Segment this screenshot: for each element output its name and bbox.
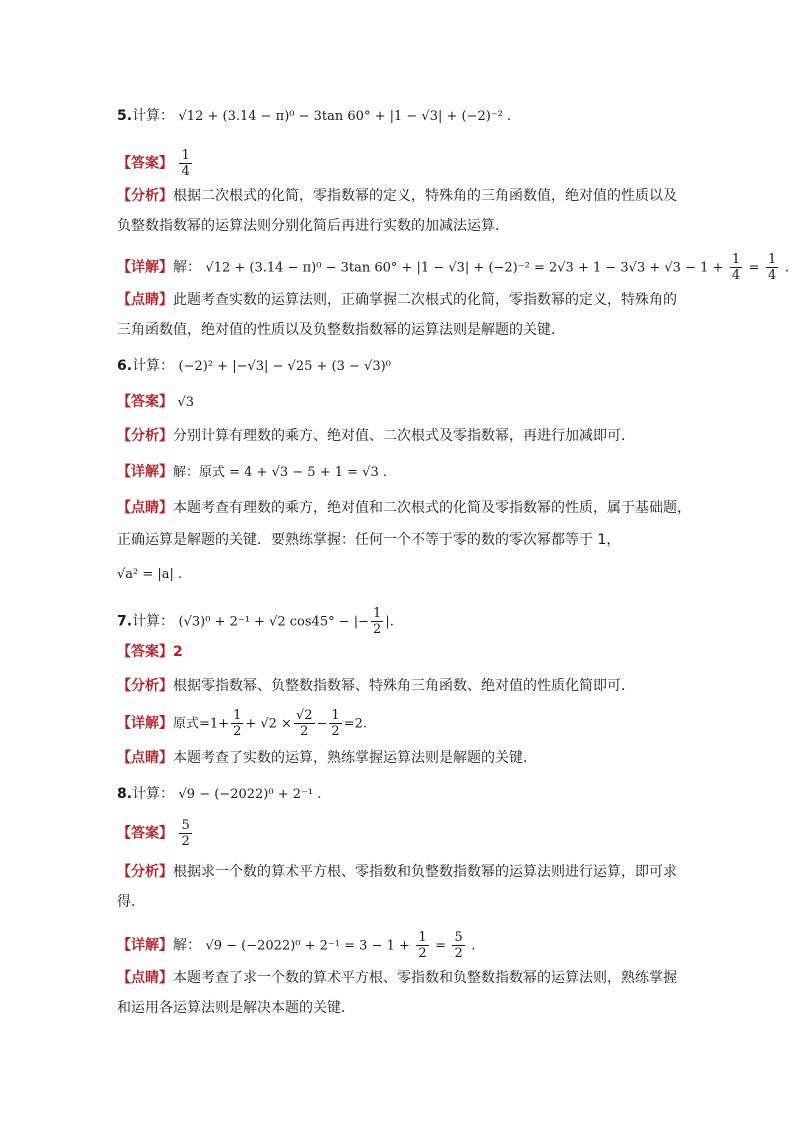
- problem-5-answer: [117, 148, 194, 179]
- detail-label: 【详解】: [117, 259, 173, 276]
- analysis-label: 【分析】: [117, 864, 173, 880]
- answer-label: 【答案】: [117, 155, 173, 172]
- problem-5-question: [117, 106, 511, 127]
- problem-prompt: 计算：: [132, 108, 175, 124]
- comment-text: 本题考查有理数的乘方，绝对值和二次根式的化简及零指数幂的性质，属于基础题，: [173, 500, 691, 516]
- problem-6-detail: [117, 462, 387, 483]
- analysis-label: 【分析】: [117, 188, 173, 204]
- analysis-text: 负整数指数幂的运算法则分别化简后再进行实数的加减法运算．: [117, 218, 509, 234]
- comment-text: 正确运算是解题的关键．要熟练掌握：任何一个不等于零的数的零次幂都等于 1，: [117, 532, 621, 548]
- problem-8-comment-line2: [117, 998, 355, 1018]
- analysis-text: 根据零指数幂、负整数指数幂、特殊角三角函数、绝对值的性质化简即可．: [173, 678, 635, 694]
- problem-expression: (−2)² + |−√3| − √25 + (3 − √3)⁰: [178, 359, 391, 374]
- answer-value: √3: [177, 395, 195, 410]
- problem-6-comment-line3: [117, 564, 182, 585]
- detail-expression: 解：原式 = 4 + √3 − 5 + 1 = √3 .: [173, 465, 387, 480]
- detail-fraction: $\frac{1}{4}$: [731, 252, 741, 283]
- problem-prompt: 计算：: [132, 358, 175, 374]
- problem-5-analysis-line1: [117, 186, 677, 206]
- comment-formula: √a² = |a| .: [117, 567, 183, 582]
- detail-label: 【详解】: [117, 715, 173, 732]
- comment-text: 此题考查实数的运算法则，正确掌握二次根式的化简，零指数幂的定义，特殊角的: [173, 292, 677, 308]
- period: .: [471, 937, 476, 954]
- expression-end: |.: [385, 614, 394, 630]
- minus-sign: −: [316, 716, 328, 732]
- detail-fraction: $\frac{√2}{2}$: [295, 708, 313, 739]
- comment-text: 本题考查了求一个数的算术平方根、零指数和负整数指数幂的运算法则，熟练掌握: [173, 970, 677, 986]
- problem-6-question: [117, 356, 391, 377]
- detail-prefix: 解：: [173, 937, 201, 954]
- comment-label: 【点睛】: [117, 750, 173, 766]
- expression-fraction: $\frac{1}{2}$: [373, 606, 382, 637]
- problem-7-detail: [117, 708, 367, 739]
- detail-prefix: 原式=1+: [173, 716, 230, 732]
- problem-7-analysis: [117, 676, 635, 696]
- detail-expression: √12 + (3.14 − π)⁰ − 3tan 60° + |1 − √3| + (−2)⁻² = 2√3 + 1 − 3√3 + √3 − 1 +: [205, 260, 724, 276]
- problem-8-comment-line1: [117, 968, 677, 988]
- detail-label: 【详解】: [117, 937, 173, 954]
- problem-number: 6.: [117, 358, 133, 374]
- analysis-label: 【分析】: [117, 678, 173, 694]
- problem-number: 5.: [117, 108, 133, 124]
- problem-8-detail: [117, 930, 476, 961]
- problem-7-question: [117, 606, 394, 637]
- problem-5-analysis-line2: [117, 216, 509, 236]
- problem-5-comment-line2: [117, 320, 565, 340]
- answer-label: 【答案】: [117, 394, 173, 410]
- problem-prompt: 计算：: [132, 613, 175, 630]
- problem-8-analysis-line2: [117, 892, 145, 912]
- problem-7-answer: [117, 642, 183, 662]
- detail-result: =2.: [343, 716, 367, 732]
- period: .: [784, 259, 790, 276]
- analysis-text: 得．: [117, 894, 145, 910]
- detail-fraction: $\frac{1}{4}$: [767, 252, 777, 283]
- analysis-label: 【分析】: [117, 428, 173, 444]
- detail-fraction: $\frac{1}{2}$: [418, 930, 427, 961]
- comment-text: 三角函数值，绝对值的性质以及负整数指数幂的运算法则是解题的关键．: [117, 322, 565, 338]
- equals-sign: =: [748, 260, 760, 276]
- equals-sign: =: [435, 938, 446, 954]
- comment-text: 本题考查了实数的运算，熟练掌握运算法则是解题的关键．: [173, 750, 537, 766]
- problem-6-answer: [117, 392, 194, 413]
- problem-6-analysis: [117, 426, 635, 446]
- detail-fraction: $\frac{5}{2}$: [454, 930, 463, 961]
- analysis-text: 根据求一个数的算术平方根、零指数和负整数指数幂的运算法则进行运算，即可求: [173, 864, 677, 880]
- problem-6-comment-line2: [117, 530, 620, 550]
- detail-middle: + √2 ×: [245, 716, 292, 732]
- answer-label: 【答案】: [117, 644, 173, 660]
- answer-fraction: $\frac{5}{2}$: [181, 818, 190, 849]
- detail-fraction: $\frac{1}{2}$: [233, 708, 242, 739]
- problem-6-comment-line1: [117, 498, 691, 518]
- problem-5-detail: [117, 252, 789, 283]
- problem-number: 8.: [117, 786, 133, 802]
- detail-label: 【详解】: [117, 464, 173, 480]
- comment-label: 【点睛】: [117, 292, 173, 308]
- problem-8-analysis-line1: [117, 862, 677, 882]
- problem-expression: (√3)⁰ + 2⁻¹ + √2 cos45° − |−: [178, 614, 370, 630]
- problem-5-comment-line1: [117, 290, 677, 310]
- detail-expression: √9 − (−2022)⁰ + 2⁻¹ = 3 − 1 +: [205, 938, 410, 954]
- analysis-text: 根据二次根式的化简，零指数幂的定义，特殊角的三角函数值，绝对值的性质以及: [173, 188, 677, 204]
- analysis-text: 分别计算有理数的乘方、绝对值、二次根式及零指数幂，再进行加减即可．: [173, 428, 635, 444]
- comment-label: 【点睛】: [117, 500, 173, 516]
- detail-prefix: 解：: [173, 259, 201, 276]
- answer-value: 2: [173, 644, 183, 660]
- comment-text: 和运用各运算法则是解决本题的关键．: [117, 1000, 355, 1016]
- problem-expression: √9 − (−2022)⁰ + 2⁻¹ .: [178, 787, 322, 802]
- problem-prompt: 计算：: [132, 786, 175, 802]
- problem-8-answer: [117, 818, 194, 849]
- answer-fraction: $\frac{1}{4}$: [181, 148, 190, 179]
- detail-fraction: $\frac{1}{2}$: [331, 708, 340, 739]
- problem-8-question: [117, 784, 321, 805]
- problem-number: 7.: [117, 613, 133, 630]
- comment-label: 【点睛】: [117, 970, 173, 986]
- answer-label: 【答案】: [117, 825, 173, 842]
- problem-7-comment: [117, 748, 537, 768]
- problem-expression: √12 + (3.14 − π)⁰ − 3tan 60° + |1 − √3| + (−2)⁻² .: [178, 109, 512, 124]
